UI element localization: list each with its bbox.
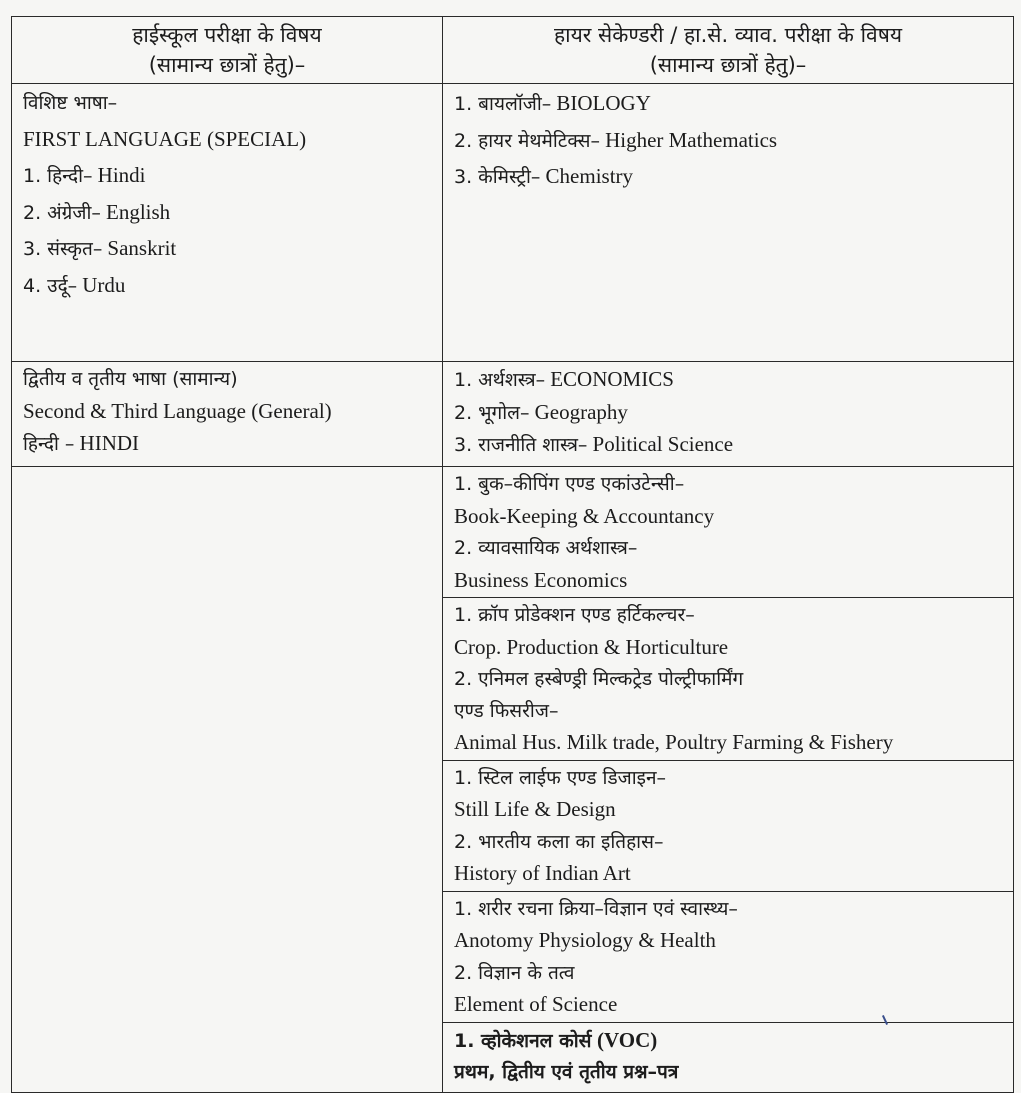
subject-line xyxy=(23,158,442,195)
subject-hindi: 3. केमिस्ट्री– xyxy=(454,166,541,188)
subject-line xyxy=(454,894,1013,926)
subject-line xyxy=(454,632,1013,665)
subject-hindi: 4. उर्दू– xyxy=(23,274,78,297)
subject-line xyxy=(23,86,442,122)
subject-english: Geography xyxy=(534,399,628,424)
row-commerce xyxy=(12,467,1014,598)
subject-english: Still Life & Design xyxy=(454,797,616,821)
subject-line xyxy=(454,159,1013,196)
subject-english: Chemistry xyxy=(545,164,634,188)
subject-line xyxy=(454,397,1013,430)
subject-line xyxy=(23,364,442,396)
subject-hindi: प्रथम, द्वितीय एवं तृतीय प्रश्न–पत्र xyxy=(454,1061,679,1083)
subject-hindi: 2. व्यावसायिक अर्थशास्त्र– xyxy=(454,537,638,559)
row-second-language xyxy=(12,362,1014,467)
subject-line xyxy=(23,195,442,232)
subject-hindi: 1. क्रॉप प्रोडेक्शन एण्ड हर्टिकल्चर– xyxy=(454,604,695,626)
subject-english: History of Indian Art xyxy=(454,861,631,885)
cell-empty xyxy=(12,467,443,1093)
subject-hindi: 2. भारतीय कला का इतिहास– xyxy=(454,830,664,853)
subject-english: FIRST LANGUAGE (SPECIAL) xyxy=(23,126,307,151)
subject-english: Book-Keeping & Accountancy xyxy=(454,503,715,528)
header-highschool-line: हाईस्कूल परीक्षा के विषय xyxy=(132,23,322,47)
subject-hindi: द्वितीय व तृतीय भाषा (सामान्य) xyxy=(23,368,238,390)
subject-line xyxy=(454,86,1013,123)
subject-hindi: 2. एनिमल हस्बेण्ड्री मिल्कट्रेड पोल्ट्रीफार्मिंग xyxy=(454,668,744,690)
subject-english: Second & Third Language (General) xyxy=(23,398,332,423)
subject-line xyxy=(454,727,1013,760)
header-highersecondary-line: हायर सेकेण्डरी / हा.से. व्याव. परीक्षा के विषय xyxy=(553,23,903,47)
subject-english: English xyxy=(106,199,171,224)
header-highschool-line: (सामान्य छात्रों हेतु)– xyxy=(148,53,306,77)
subject-line xyxy=(454,429,1013,462)
cell-fine-arts-subjects xyxy=(443,760,1014,891)
subject-english: HINDI xyxy=(79,431,140,455)
subject-line xyxy=(454,827,1013,859)
subject-line xyxy=(454,794,1013,827)
subject-english: Higher Mathematics xyxy=(605,127,778,152)
subject-hindi: 2. भूगोल– xyxy=(454,401,530,424)
cell-agriculture-subjects xyxy=(443,598,1014,761)
cell-vocational-subjects xyxy=(443,1022,1014,1092)
subject-line xyxy=(454,123,1013,160)
subject-hindi: 3. राजनीति शास्त्र– xyxy=(454,434,588,456)
subject-english: Business Economics xyxy=(454,567,628,592)
subject-english: Anotomy Physiology & Health xyxy=(454,928,716,952)
subject-line xyxy=(454,696,1013,728)
subject-line xyxy=(454,858,1013,891)
subject-hindi: 1. व्होकेशनल कोर्स xyxy=(454,1029,592,1052)
subject-hindi: 1. शरीर रचना क्रिया–विज्ञान एवं स्वास्थ्य– xyxy=(454,897,738,920)
subject-hindi: 1. अर्थशस्त्र– xyxy=(454,369,546,391)
subject-hindi: विशिष्ट भाषा– xyxy=(23,92,118,114)
subject-english: Urdu xyxy=(82,272,126,297)
cell-commerce-subjects xyxy=(443,467,1014,598)
subject-line xyxy=(454,958,1013,990)
cell-second-language xyxy=(12,362,443,467)
subject-hindi: 1. बुक–कीपिंग एण्ड एकांउटेन्सी– xyxy=(454,473,685,495)
header-row xyxy=(12,17,1014,84)
subject-line xyxy=(23,122,442,159)
cell-humanities-subjects xyxy=(443,362,1014,467)
subject-line xyxy=(23,396,442,429)
subject-line xyxy=(454,664,1013,696)
header-highschool xyxy=(12,17,443,84)
subject-english: Sanskrit xyxy=(107,236,177,260)
subject-line xyxy=(454,565,1013,598)
subject-line xyxy=(454,533,1013,565)
subject-hindi: 2. हायर मेथमेटिक्स– xyxy=(454,129,600,152)
subject-english: Hindi xyxy=(97,163,146,187)
cell-first-language xyxy=(12,84,443,362)
subject-english: (VOC) xyxy=(597,1027,658,1052)
subject-line xyxy=(454,1057,1013,1089)
subject-hindi: हिन्दी – xyxy=(23,433,75,455)
subject-line xyxy=(454,1025,1013,1058)
subject-line xyxy=(454,989,1013,1022)
subject-line xyxy=(454,925,1013,958)
cell-science-subjects xyxy=(443,84,1014,362)
subject-hindi: 1. बायलॉजी– xyxy=(454,93,552,115)
subject-hindi: 2. विज्ञान के तत्व xyxy=(454,961,575,984)
subjects-table xyxy=(11,16,1014,1093)
subject-hindi: एण्ड फिसरीज– xyxy=(454,699,559,722)
subject-hindi: 1. स्टिल लाईफ एण्ड डिजाइन– xyxy=(454,766,667,789)
header-highersecondary-line: (सामान्य छात्रों हेतु)– xyxy=(649,53,807,77)
subject-line xyxy=(454,600,1013,632)
header-highersecondary xyxy=(443,17,1014,84)
subject-english: Crop. Production & Horticulture xyxy=(454,634,729,659)
subject-line xyxy=(454,364,1013,397)
subject-line xyxy=(23,268,442,305)
subject-english: Animal Hus. Milk trade, Poultry Farming & Fishery xyxy=(454,730,894,754)
subject-hindi: 2. अंग्रेजी– xyxy=(23,201,101,224)
subject-line xyxy=(454,469,1013,501)
subject-english: Element of Science xyxy=(454,992,618,1016)
subject-line xyxy=(454,501,1013,534)
subject-hindi: 1. हिन्दी– xyxy=(23,165,93,187)
subject-english: BIOLOGY xyxy=(556,91,651,115)
row-first-language xyxy=(12,84,1014,362)
cell-home-science-subjects xyxy=(443,891,1014,1022)
subject-english: Political Science xyxy=(592,432,734,456)
subject-english: ECONOMICS xyxy=(550,367,674,391)
subject-line xyxy=(23,428,442,461)
subject-hindi: 3. संस्कृत– xyxy=(23,238,103,260)
subject-line xyxy=(454,763,1013,795)
subject-line xyxy=(23,231,442,268)
